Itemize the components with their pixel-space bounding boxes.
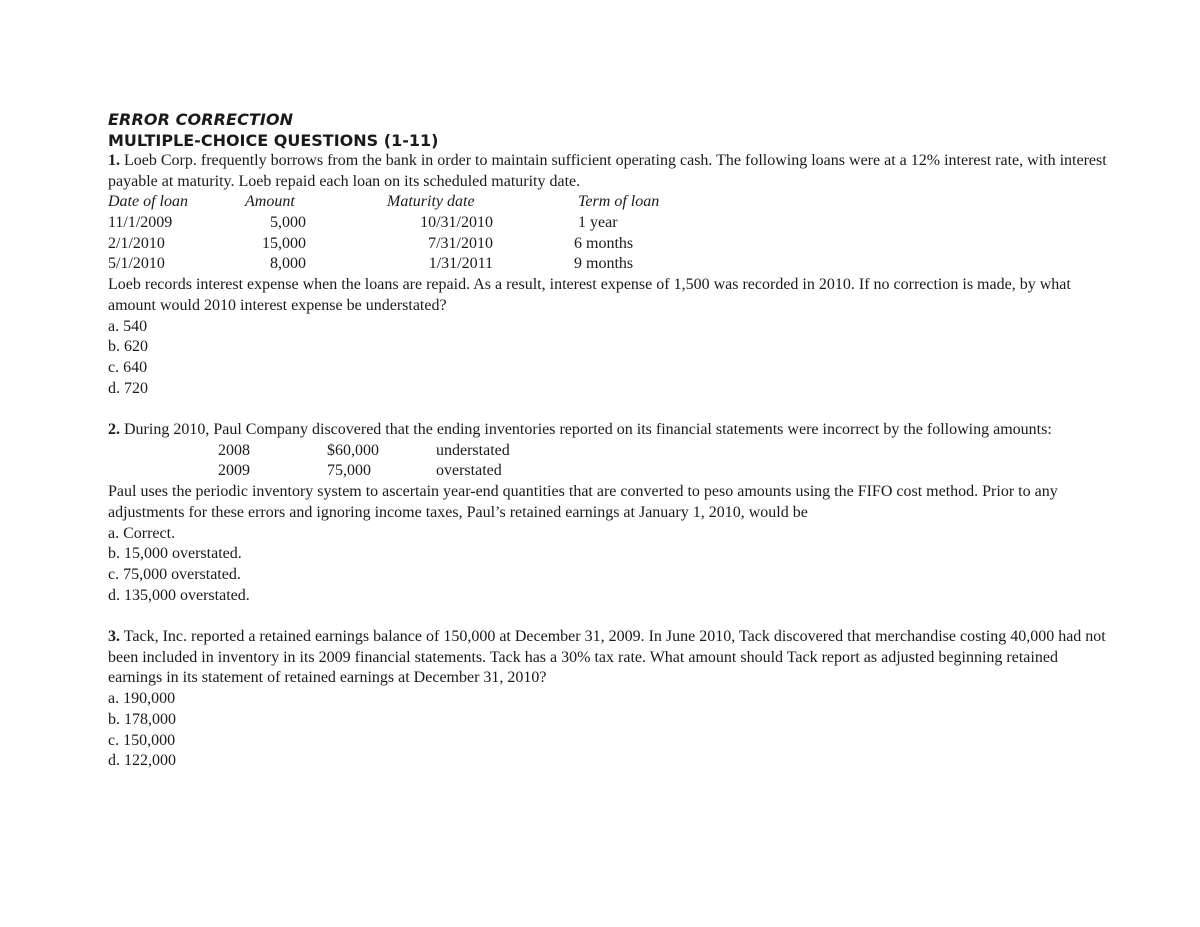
question-1 <box>108 151 1108 399</box>
table-cell: 5/1/2010 <box>108 255 165 273</box>
question-2-stem <box>108 420 1108 441</box>
question-text: Loeb Corp. frequently borrows from the bank in order to maintain sufficient operating cash. The following loans were at a 12% interest rate, with interest payable at maturity. Loeb repaid each loan on its scheduled maturity date. <box>108 152 1107 190</box>
question-1-stem <box>108 151 1108 192</box>
table-cell: 8,000 <box>270 255 306 273</box>
table-cell: 7/31/2010 <box>428 234 493 252</box>
table-cell: 2009 <box>218 462 250 480</box>
question-2 <box>108 420 1108 606</box>
table-row <box>108 254 1108 275</box>
table-cell: 1 year <box>578 214 618 232</box>
question-number: 3. <box>108 628 120 646</box>
answer-choice: d. 135,000 overstated. <box>108 586 250 604</box>
answer-choice: b. 178,000 <box>108 710 176 728</box>
section-heading: MULTIPLE-CHOICE QUESTIONS (1-11) <box>108 131 439 150</box>
table-row <box>108 441 1108 462</box>
answer-choice: c. 640 <box>108 358 148 376</box>
table-cell: 2/1/2010 <box>108 234 165 252</box>
table-cell: 75,000 <box>327 462 371 480</box>
answer-choice: d. 720 <box>108 379 148 397</box>
table-cell: 5,000 <box>270 214 306 232</box>
column-header: Date of loan <box>108 193 188 211</box>
answer-choice: a. 540 <box>108 317 148 335</box>
answer-choice: c. 150,000 <box>108 731 176 749</box>
table-cell: 15,000 <box>262 234 306 252</box>
answer-choice: a. Correct. <box>108 524 176 542</box>
table-cell: 11/1/2009 <box>108 214 173 232</box>
column-header: Amount <box>245 193 295 211</box>
table-cell: understated <box>436 441 510 459</box>
answer-choice: d. 122,000 <box>108 752 176 770</box>
question-3-stem <box>108 627 1108 689</box>
answer-choice: a. 190,000 <box>108 690 176 708</box>
table-row <box>108 213 1108 234</box>
table-cell: 9 months <box>574 255 634 273</box>
table-cell: overstated <box>436 462 502 480</box>
question-2-followup: Paul uses the periodic inventory system to ascertain year-end quantities that are converted to peso amounts using the FIFO cost method. Prior to any adjustments for these errors and ignoring income taxes, Paul’s retained earnings at January 1, 2010, would be <box>108 483 1058 521</box>
question-number: 1. <box>108 152 120 169</box>
document-page <box>108 109 1108 772</box>
table-cell: 2008 <box>218 441 250 459</box>
table-row <box>108 461 1108 482</box>
question-text: Tack, Inc. reported a retained earnings balance of 150,000 at December 31, 2009. In June 2010, Tack discovered that merchandise costing 40,000 had not been included in inventory in its 2009 financial statements. Tack has a 30% tax rate. What amount should Tack report as adjusted beginning retained earnings in its statement of retained earnings at December 31, 2010? <box>108 628 1106 687</box>
answer-choice: b. 620 <box>108 338 148 356</box>
loan-table-header <box>108 192 1108 213</box>
answer-choice: c. 75,000 overstated. <box>108 565 241 583</box>
table-cell: 1/31/2011 <box>428 255 493 273</box>
column-header: Term of loan <box>578 193 660 211</box>
table-cell: $60,000 <box>327 441 379 459</box>
question-3 <box>108 627 1108 772</box>
question-1-followup: Loeb records interest expense when the loans are repaid. As a result, interest expense of 1,500 was recorded in 2010. If no correction is made, by what amount would 2010 interest expense be understated? <box>108 276 1071 314</box>
question-number: 2. <box>108 421 120 439</box>
answer-choice: b. 15,000 overstated. <box>108 545 242 563</box>
question-text: During 2010, Paul Company discovered that the ending inventories reported on its financial statements were incorrect by the following amounts: <box>124 421 1052 439</box>
table-cell: 6 months <box>574 234 634 252</box>
document-title: ERROR CORRECTION <box>108 110 294 129</box>
table-cell: 10/31/2010 <box>420 214 493 232</box>
column-header: Maturity date <box>387 193 475 211</box>
table-row <box>108 234 1108 255</box>
